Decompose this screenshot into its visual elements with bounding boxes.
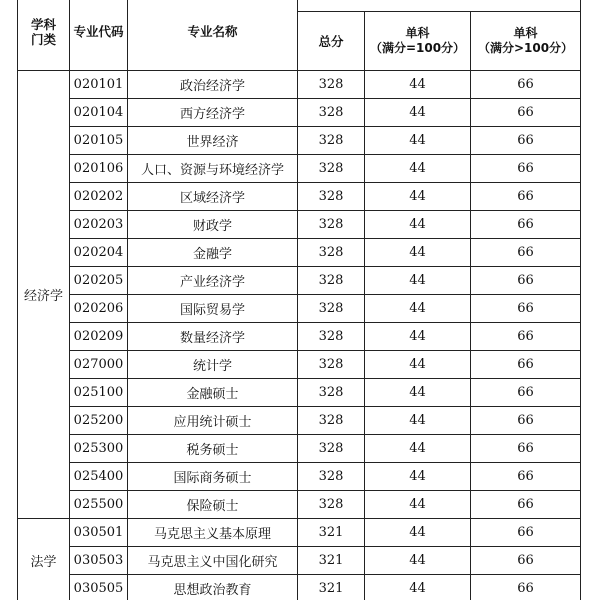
single-b-cell: 66 xyxy=(471,127,581,155)
code-cell: 030501 xyxy=(70,519,128,547)
code-cell: 025100 xyxy=(70,379,128,407)
single-a-cell: 44 xyxy=(365,295,471,323)
single-a-cell: 44 xyxy=(365,351,471,379)
name-cell: 马克思主义基本原理 xyxy=(128,519,298,547)
single-b-cell: 66 xyxy=(471,519,581,547)
single-a-cell: 44 xyxy=(365,239,471,267)
single-a-cell: 44 xyxy=(365,491,471,519)
single-b-cell: 66 xyxy=(471,99,581,127)
single-a-cell: 44 xyxy=(365,183,471,211)
name-cell: 保险硕士 xyxy=(128,491,298,519)
header-single-a-line1: 单科 xyxy=(405,26,430,40)
single-a-cell: 44 xyxy=(365,127,471,155)
table-row xyxy=(18,71,581,99)
code-cell: 025500 xyxy=(70,491,128,519)
single-b-cell: 66 xyxy=(471,183,581,211)
single-a-cell: 44 xyxy=(365,575,471,600)
single-a-cell: 44 xyxy=(365,71,471,99)
code-cell: 020101 xyxy=(70,71,128,99)
name-cell: 国际贸易学 xyxy=(128,295,298,323)
single-a-cell: 44 xyxy=(365,547,471,575)
header-category xyxy=(18,0,70,71)
table-row xyxy=(18,267,581,295)
name-cell: 数量经济学 xyxy=(128,323,298,351)
total-cell: 328 xyxy=(298,267,365,295)
code-cell: 020203 xyxy=(70,211,128,239)
name-cell: 产业经济学 xyxy=(128,267,298,295)
code-cell: 020204 xyxy=(70,239,128,267)
header-name: 专业名称 xyxy=(128,0,298,71)
single-a-cell: 44 xyxy=(365,323,471,351)
single-b-cell: 66 xyxy=(471,379,581,407)
code-cell: 030505 xyxy=(70,575,128,600)
code-cell: 027000 xyxy=(70,351,128,379)
table-row xyxy=(18,99,581,127)
header-total: 总分 xyxy=(298,12,365,71)
total-cell: 321 xyxy=(298,575,365,600)
single-b-cell: 66 xyxy=(471,239,581,267)
single-b-cell: 66 xyxy=(471,71,581,99)
single-b-cell: 66 xyxy=(471,295,581,323)
name-cell: 西方经济学 xyxy=(128,99,298,127)
header-single-b-line1: 单科 xyxy=(513,26,538,40)
single-a-cell: 44 xyxy=(365,267,471,295)
code-cell: 030503 xyxy=(70,547,128,575)
table-row xyxy=(18,239,581,267)
table-row xyxy=(18,575,581,600)
total-cell: 328 xyxy=(298,491,365,519)
name-cell: 区域经济学 xyxy=(128,183,298,211)
single-b-cell: 66 xyxy=(471,211,581,239)
category-cell: 法学 xyxy=(18,519,70,600)
table-row xyxy=(18,323,581,351)
single-b-cell: 66 xyxy=(471,351,581,379)
total-cell: 328 xyxy=(298,435,365,463)
single-a-cell: 44 xyxy=(365,463,471,491)
single-a-cell: 44 xyxy=(365,435,471,463)
total-cell: 328 xyxy=(298,183,365,211)
header-single-a xyxy=(365,12,471,71)
name-cell: 人口、资源与环境经济学 xyxy=(128,155,298,183)
code-cell: 020105 xyxy=(70,127,128,155)
total-cell: 328 xyxy=(298,407,365,435)
code-cell: 020209 xyxy=(70,323,128,351)
total-cell: 328 xyxy=(298,211,365,239)
code-cell: 025300 xyxy=(70,435,128,463)
table-row xyxy=(18,547,581,575)
single-b-cell: 66 xyxy=(471,323,581,351)
name-cell: 统计学 xyxy=(128,351,298,379)
single-b-cell: 66 xyxy=(471,491,581,519)
total-cell: 328 xyxy=(298,379,365,407)
name-cell: 应用统计硕士 xyxy=(128,407,298,435)
score-line-table xyxy=(17,0,581,600)
name-cell: 财政学 xyxy=(128,211,298,239)
name-cell: 世界经济 xyxy=(128,127,298,155)
single-a-cell: 44 xyxy=(365,407,471,435)
table-row xyxy=(18,379,581,407)
table-body xyxy=(18,71,581,600)
name-cell: 金融学 xyxy=(128,239,298,267)
total-cell: 321 xyxy=(298,519,365,547)
header-category-line1: 学科 xyxy=(30,16,56,32)
table-row xyxy=(18,155,581,183)
header-score-group-cell xyxy=(298,0,581,12)
code-cell: 020206 xyxy=(70,295,128,323)
name-cell: 思想政治教育 xyxy=(128,575,298,600)
table-row xyxy=(18,407,581,435)
table-row xyxy=(18,211,581,239)
total-cell: 328 xyxy=(298,295,365,323)
single-b-cell: 66 xyxy=(471,435,581,463)
category-cell: 经济学 xyxy=(18,71,70,519)
header-single-a-line2: （满分=100分） xyxy=(369,41,466,55)
total-cell: 328 xyxy=(298,323,365,351)
single-b-cell: 66 xyxy=(471,407,581,435)
table-row xyxy=(18,183,581,211)
table-row xyxy=(18,295,581,323)
single-a-cell: 44 xyxy=(365,155,471,183)
header-single-b-line2: （满分>100分） xyxy=(477,41,574,55)
single-b-cell: 66 xyxy=(471,463,581,491)
header-category-line2: 门类 xyxy=(30,31,56,47)
table-row xyxy=(18,351,581,379)
table-row xyxy=(18,127,581,155)
total-cell: 328 xyxy=(298,155,365,183)
total-cell: 328 xyxy=(298,239,365,267)
table-row xyxy=(18,519,581,547)
table-row xyxy=(18,491,581,519)
table-row xyxy=(18,463,581,491)
table-row xyxy=(18,435,581,463)
single-b-cell: 66 xyxy=(471,547,581,575)
name-cell: 国际商务硕士 xyxy=(128,463,298,491)
single-a-cell: 44 xyxy=(365,211,471,239)
header-single-b xyxy=(471,12,581,71)
total-cell: 321 xyxy=(298,547,365,575)
single-a-cell: 44 xyxy=(365,99,471,127)
total-cell: 328 xyxy=(298,71,365,99)
single-b-cell: 66 xyxy=(471,155,581,183)
code-cell: 020106 xyxy=(70,155,128,183)
name-cell: 金融硕士 xyxy=(128,379,298,407)
code-cell: 020104 xyxy=(70,99,128,127)
code-cell: 020205 xyxy=(70,267,128,295)
header-code: 专业代码 xyxy=(70,0,128,71)
header-top-row xyxy=(18,0,581,12)
name-cell: 税务硕士 xyxy=(128,435,298,463)
total-cell: 328 xyxy=(298,351,365,379)
single-a-cell: 44 xyxy=(365,519,471,547)
code-cell: 025200 xyxy=(70,407,128,435)
total-cell: 328 xyxy=(298,99,365,127)
single-a-cell: 44 xyxy=(365,379,471,407)
code-cell: 020202 xyxy=(70,183,128,211)
name-cell: 马克思主义中国化研究 xyxy=(128,547,298,575)
single-b-cell: 66 xyxy=(471,575,581,600)
total-cell: 328 xyxy=(298,463,365,491)
single-b-cell: 66 xyxy=(471,267,581,295)
total-cell: 328 xyxy=(298,127,365,155)
code-cell: 025400 xyxy=(70,463,128,491)
name-cell: 政治经济学 xyxy=(128,71,298,99)
